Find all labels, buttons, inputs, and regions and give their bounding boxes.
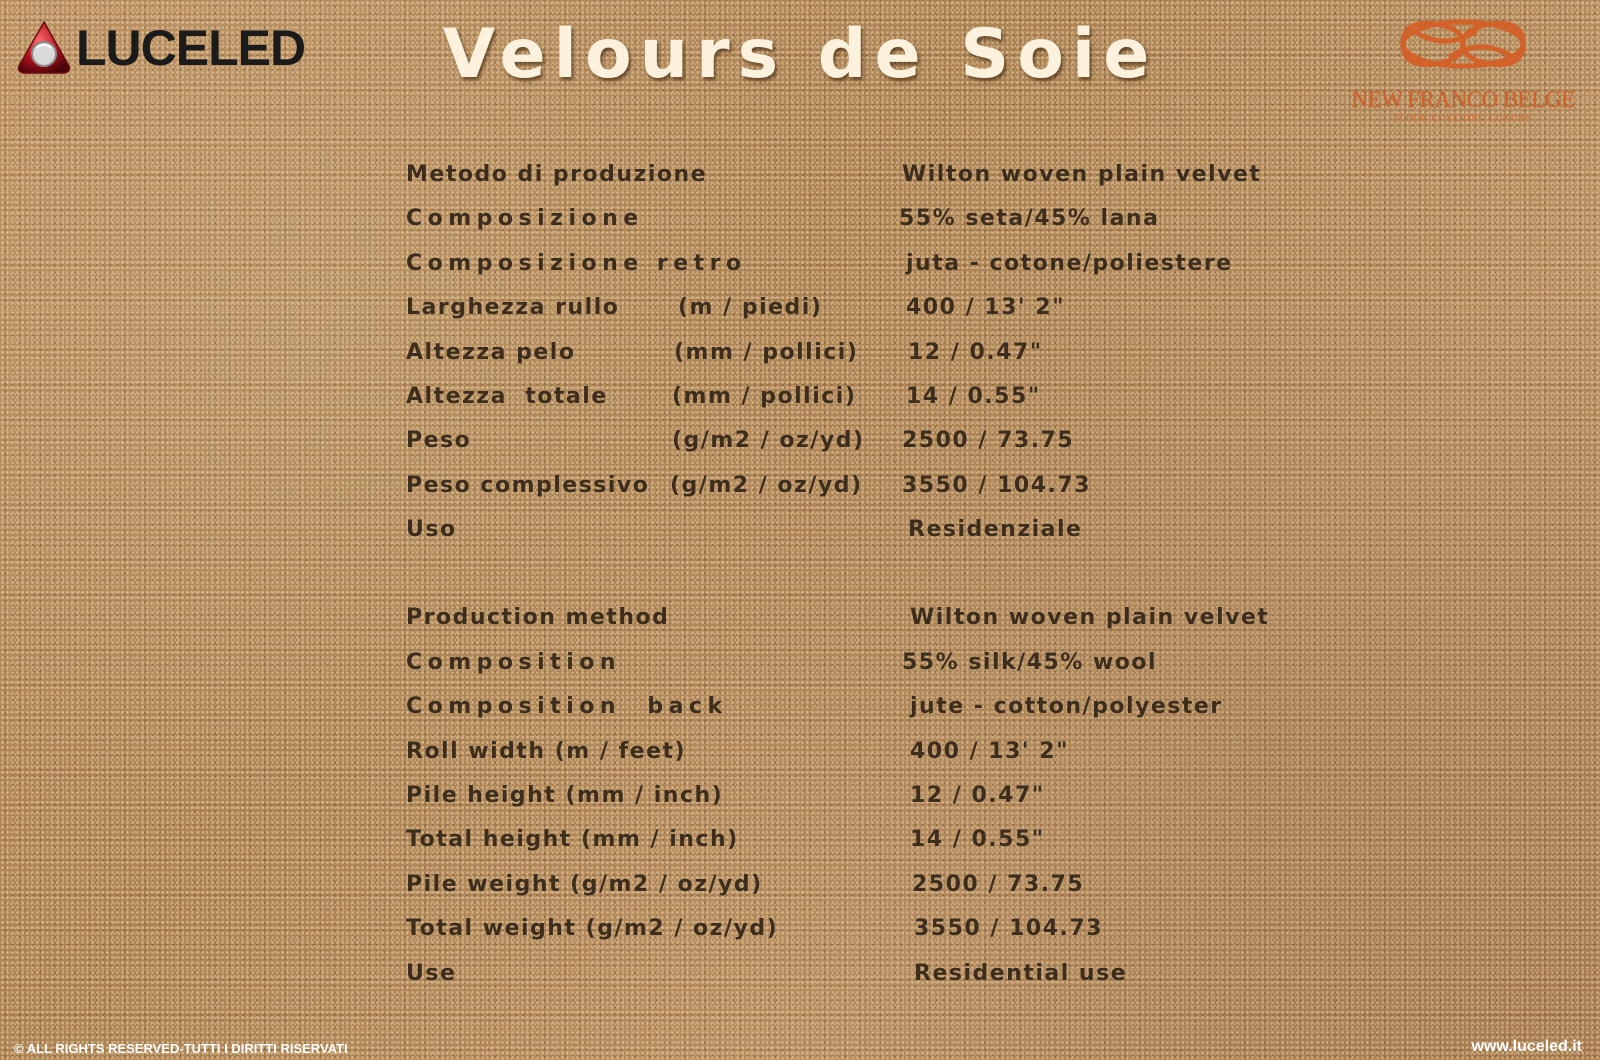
brand-name: NEW FRANCO BELGE [1351, 87, 1575, 112]
spec-value: 3550 / 104.73 [902, 473, 1091, 498]
spec-label: Roll width (m / feet) [406, 739, 687, 764]
spec-label: Pile weight (g/m2 / oz/yd) [406, 872, 763, 897]
knot-emblem-icon [1395, 14, 1531, 74]
spec-label: Peso complessivo [406, 473, 650, 498]
spec-value: 3550 / 104.73 [914, 916, 1103, 941]
spec-value: Residenziale [908, 517, 1083, 542]
spec-label: Pile height (mm / inch) [406, 783, 724, 808]
spec-value: 12 / 0.47" [908, 340, 1043, 365]
spec-value: juta - cotone/poliestere [906, 251, 1233, 276]
spec-row [0, 781, 1300, 811]
spec-row [0, 870, 1300, 900]
spec-label: Use [406, 961, 457, 986]
spec-value: jute - cotton/polyester [910, 694, 1223, 719]
spec-row [0, 648, 1300, 678]
spec-value: 400 / 13' 2" [910, 739, 1070, 764]
spec-row [0, 692, 1300, 722]
spec-value: 400 / 13' 2" [906, 295, 1066, 320]
spec-row [0, 204, 1300, 234]
spec-label: Altezza pelo [406, 340, 576, 365]
spec-label: Production method [406, 605, 670, 630]
spec-label: Total height (mm / inch) [406, 827, 739, 852]
spec-value: Wilton woven plain velvet [902, 162, 1262, 187]
spec-value: 2500 / 73.75 [912, 872, 1085, 897]
spec-value: 14 / 0.55" [906, 384, 1041, 409]
spec-label: Composizione retro [406, 251, 747, 276]
spec-row [0, 382, 1300, 412]
spec-label: Total weight (g/m2 / oz/yd) [406, 916, 779, 941]
spec-row [0, 737, 1300, 767]
spec-value: Wilton woven plain velvet [910, 605, 1270, 630]
copyright-notice: © ALL RIGHTS RESERVED-TUTTI I DIRITTI RISERVATI [14, 1041, 348, 1056]
spec-label: Uso [406, 517, 457, 542]
spec-unit: (m / piedi) [678, 295, 823, 320]
spec-label: Composizione [406, 206, 644, 231]
spec-row [0, 293, 1300, 323]
spec-label: Altezza totale [406, 384, 608, 409]
spec-row [0, 825, 1300, 855]
spec-label: Larghezza rullo [406, 295, 620, 320]
spec-unit: (mm / pollici) [674, 340, 859, 365]
spec-value: 14 / 0.55" [910, 827, 1045, 852]
spec-value: Residential use [914, 961, 1128, 986]
spec-value: 12 / 0.47" [910, 783, 1045, 808]
luceled-logo-text: LUCELED [76, 20, 306, 76]
spec-row [0, 603, 1300, 633]
spec-unit: (g/m2 / oz/yd) [672, 428, 865, 453]
spec-row [0, 249, 1300, 279]
spec-value: 2500 / 73.75 [902, 428, 1075, 453]
new-franco-belge-logo [1338, 14, 1588, 123]
spec-label: Peso [406, 428, 472, 453]
spec-unit: (mm / pollici) [672, 384, 857, 409]
spec-row [0, 914, 1300, 944]
spec-row [0, 959, 1300, 989]
spec-row [0, 338, 1300, 368]
spec-label: Composition back [406, 694, 728, 719]
spec-row [0, 515, 1300, 545]
spec-row [0, 471, 1300, 501]
spec-value: 55% silk/45% wool [902, 650, 1158, 675]
spec-label: Metodo di produzione [406, 162, 708, 187]
spec-value: 55% seta/45% lana [899, 206, 1160, 231]
spec-row [0, 160, 1300, 190]
brand-tagline: FLOOR COVERING LUXURY [1393, 113, 1533, 123]
spec-label: Composition [406, 650, 622, 675]
website-link[interactable]: www.luceled.it [1471, 1038, 1582, 1055]
spec-row [0, 426, 1300, 456]
spec-unit: (g/m2 / oz/yd) [670, 473, 863, 498]
page-title: Velours de Soie [442, 15, 1158, 94]
